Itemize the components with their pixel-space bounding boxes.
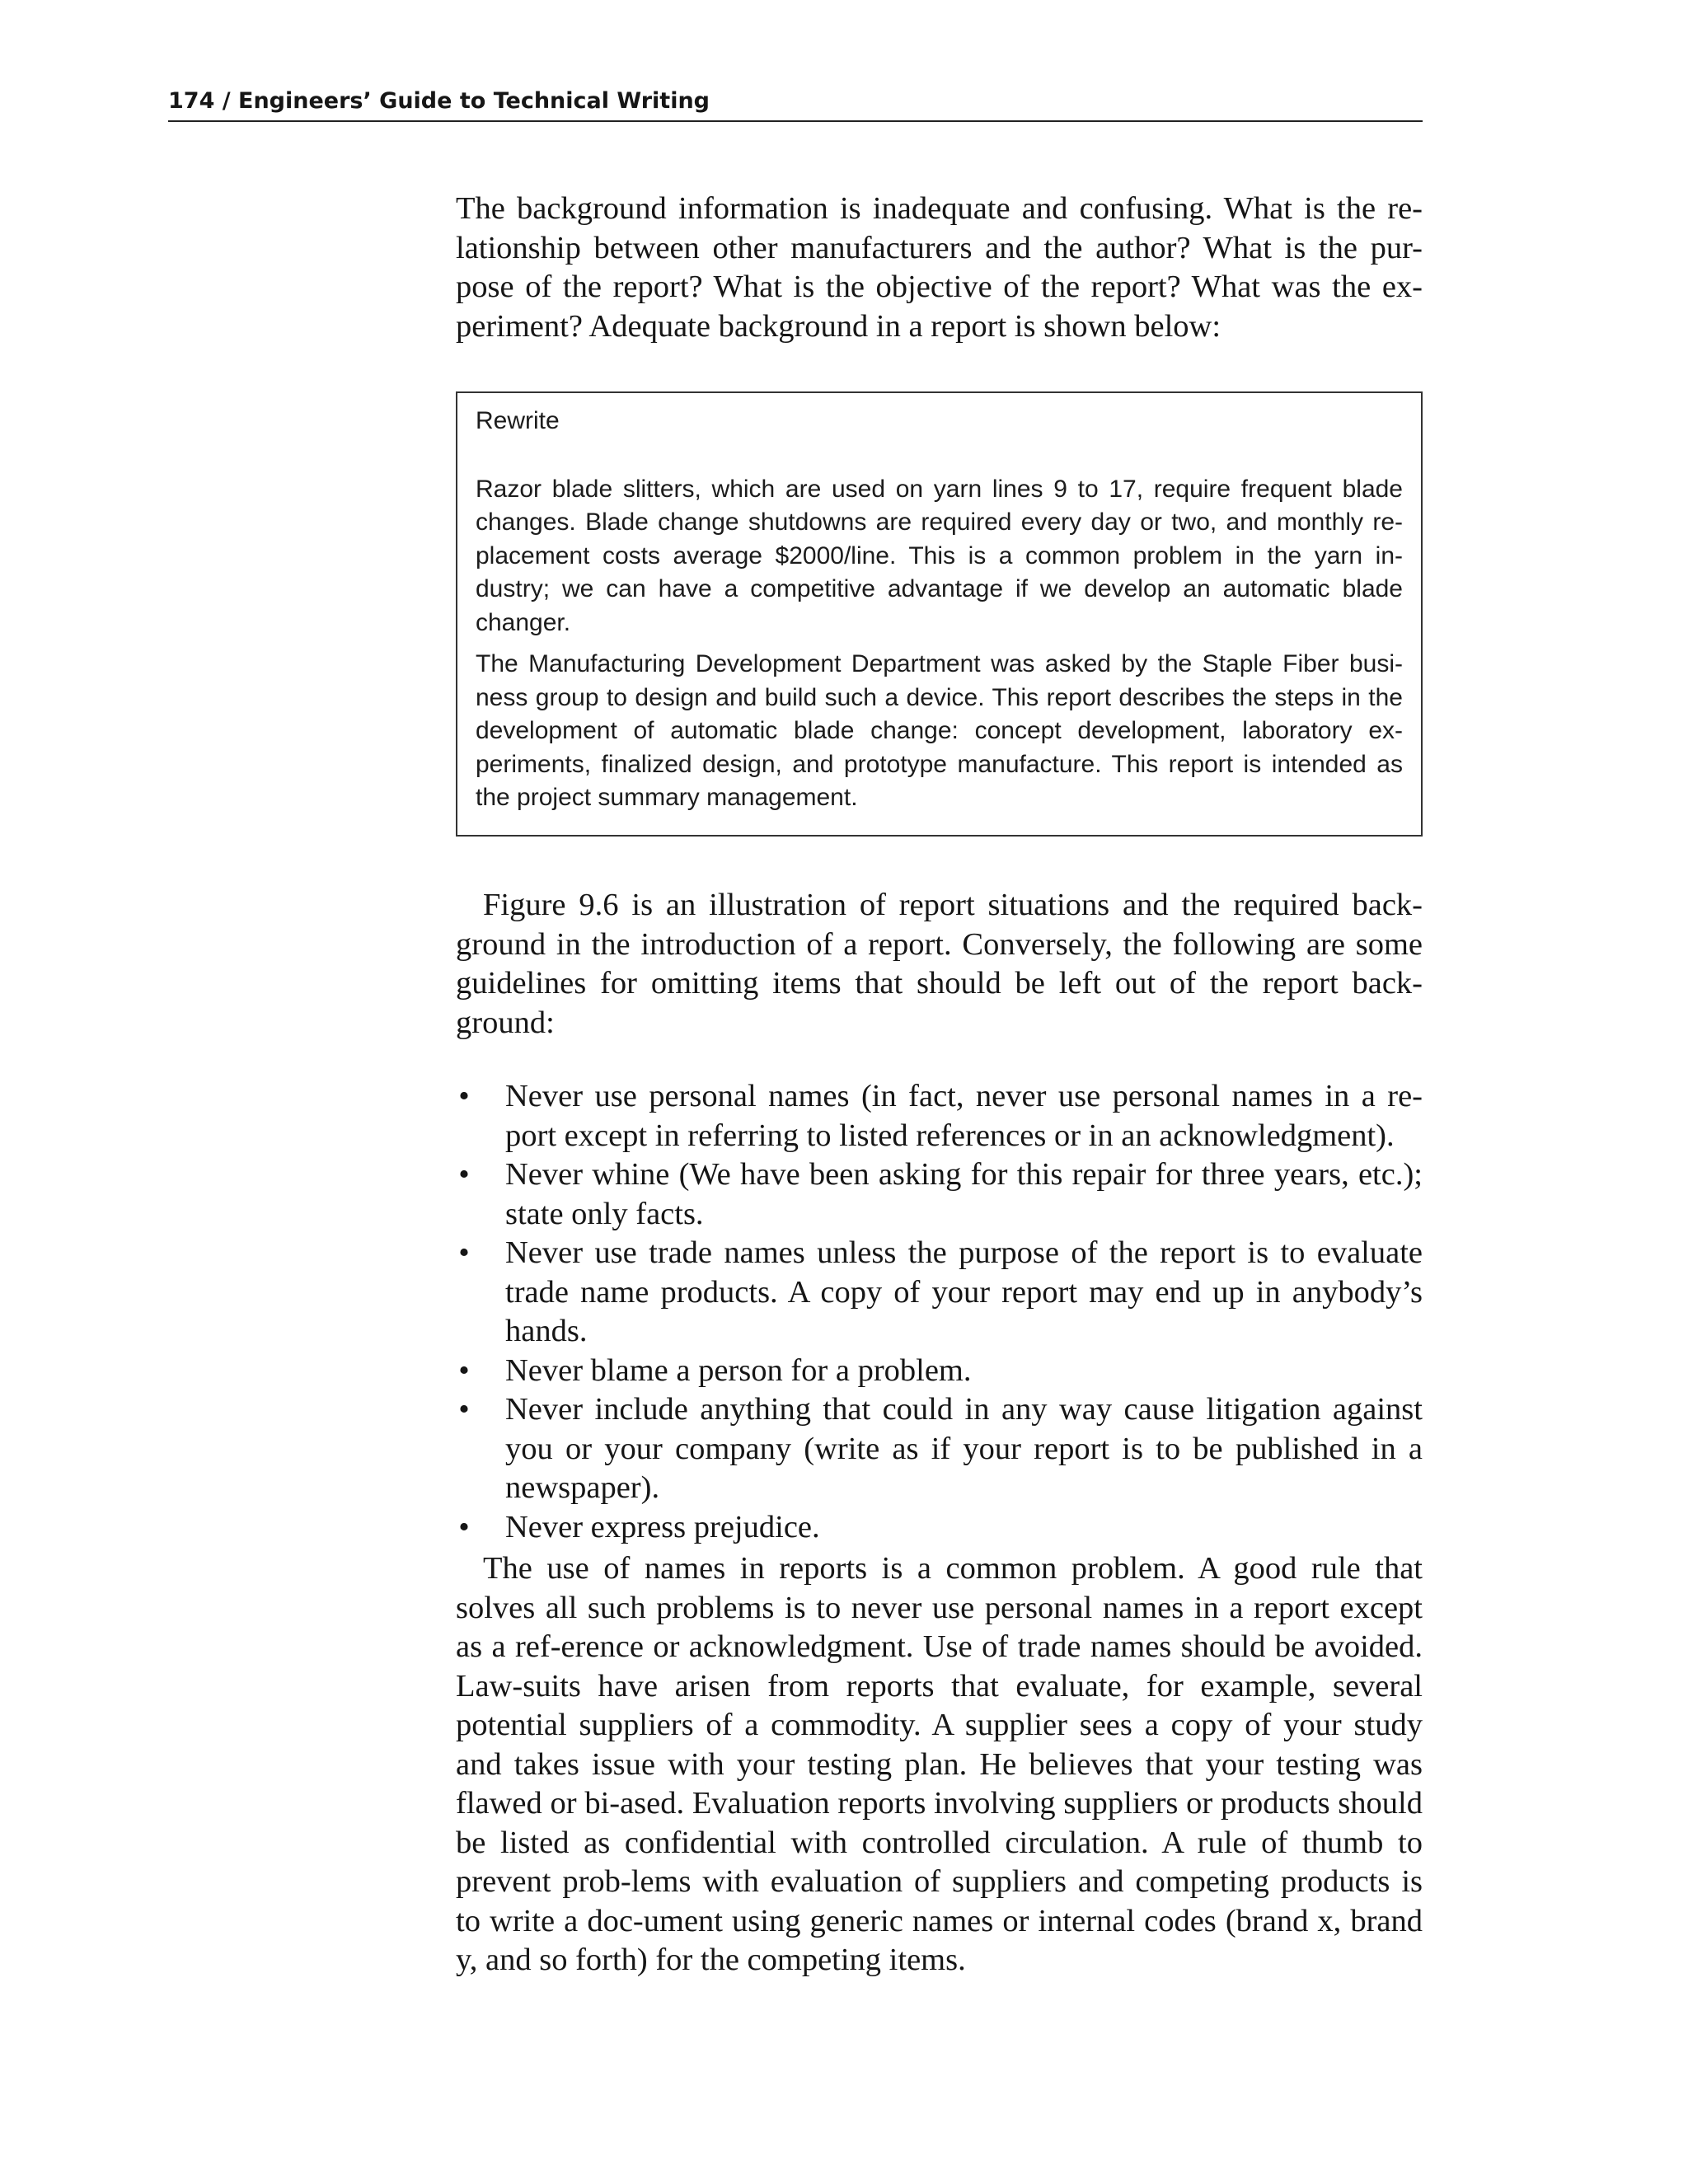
intro-paragraph: The background information is inadequate and confusing. What is the re-lationship between other manufacturers and the author? What is the pur-pose of the report? What is the objective of the report? What was the ex-periment? Adequate background in a report is shown below: bbox=[456, 191, 1423, 344]
bullet-icon: • bbox=[458, 1079, 470, 1113]
guideline-text: Never express prejudice. bbox=[505, 1509, 820, 1544]
guideline-text: Never use trade names unless the purpose of the report is to evaluate trade name products. A copy of your report may end up in anybody’s hands. bbox=[505, 1235, 1423, 1348]
guideline-item bbox=[456, 1352, 1423, 1391]
rewrite-paragraph: The Manufacturing Development Department was asked by the Staple Fiber busi-ness group to design and build such a device. This report describes the steps in the development of automatic blade change: concept development, laboratory ex-periments, finalized design, and prototype manufacture. This report is intended as the project summary management. bbox=[476, 650, 1403, 811]
guideline-item bbox=[456, 1234, 1423, 1352]
guideline-item bbox=[456, 1508, 1423, 1548]
guideline-item bbox=[456, 1390, 1423, 1508]
figure-note-paragraph: Figure 9.6 is an illustration of report situations and the required back-ground in the introduction of a report. Conversely, the following are some guidelines for omitting items that should be left out of the report back-ground: bbox=[456, 888, 1423, 1040]
guideline-text: Never whine (We have been asking for this repair for three years, etc.); state only facts. bbox=[505, 1157, 1423, 1231]
guideline-text: Never blame a person for a problem. bbox=[505, 1352, 972, 1388]
bullet-icon: • bbox=[458, 1352, 470, 1388]
bullet-icon: • bbox=[458, 1509, 470, 1544]
guideline-item bbox=[456, 1077, 1423, 1155]
guidelines-list bbox=[456, 1077, 1423, 1547]
guideline-text: Never include anything that could in any way cause litigation against you or your company (write as if your report is to be published in a newspaper). bbox=[505, 1392, 1423, 1505]
bullet-icon: • bbox=[458, 1235, 470, 1270]
rewrite-box-title: Rewrite bbox=[476, 407, 560, 434]
rewrite-example-box bbox=[456, 391, 1423, 837]
bullet-icon: • bbox=[458, 1157, 470, 1192]
names-rule-paragraph: The use of names in reports is a common problem. A good rule that solves all such problems is to never use personal names in a report except as a ref-erence or acknowledgment. Use of trade names should be avoided. Law-suits have arisen from reports that evaluate, for example, several potential suppliers of a commodity. A supplier sees a copy of your study and takes issue with your testing plan. He believes that your testing was flawed or bi-ased. Evaluation reports involving suppliers or products should be listed as confidential with controlled circulation. A rule of thumb to prevent prob-lems with evaluation of suppliers and competing products is to write a doc-ument using generic names or internal codes (brand x, brand y, and so forth) for the competing items. bbox=[456, 1551, 1423, 1977]
bullet-icon: • bbox=[458, 1392, 470, 1427]
guideline-text: Never use personal names (in fact, never use personal names in a re-port except in referring to listed references or in an acknowledgment). bbox=[505, 1079, 1423, 1153]
guideline-item bbox=[456, 1155, 1423, 1234]
running-head: 174 / Engineers’ Guide to Technical Writing bbox=[168, 82, 1423, 122]
rewrite-paragraph: Razor blade slitters, which are used on yarn lines 9 to 17, require frequent blade changes. Blade change shutdowns are required every day or two, and monthly re-placement costs average $2000/line. This is a common problem in the yarn in-dustry; we can have a competitive advantage if we develop an automatic blade changer. bbox=[476, 475, 1403, 636]
